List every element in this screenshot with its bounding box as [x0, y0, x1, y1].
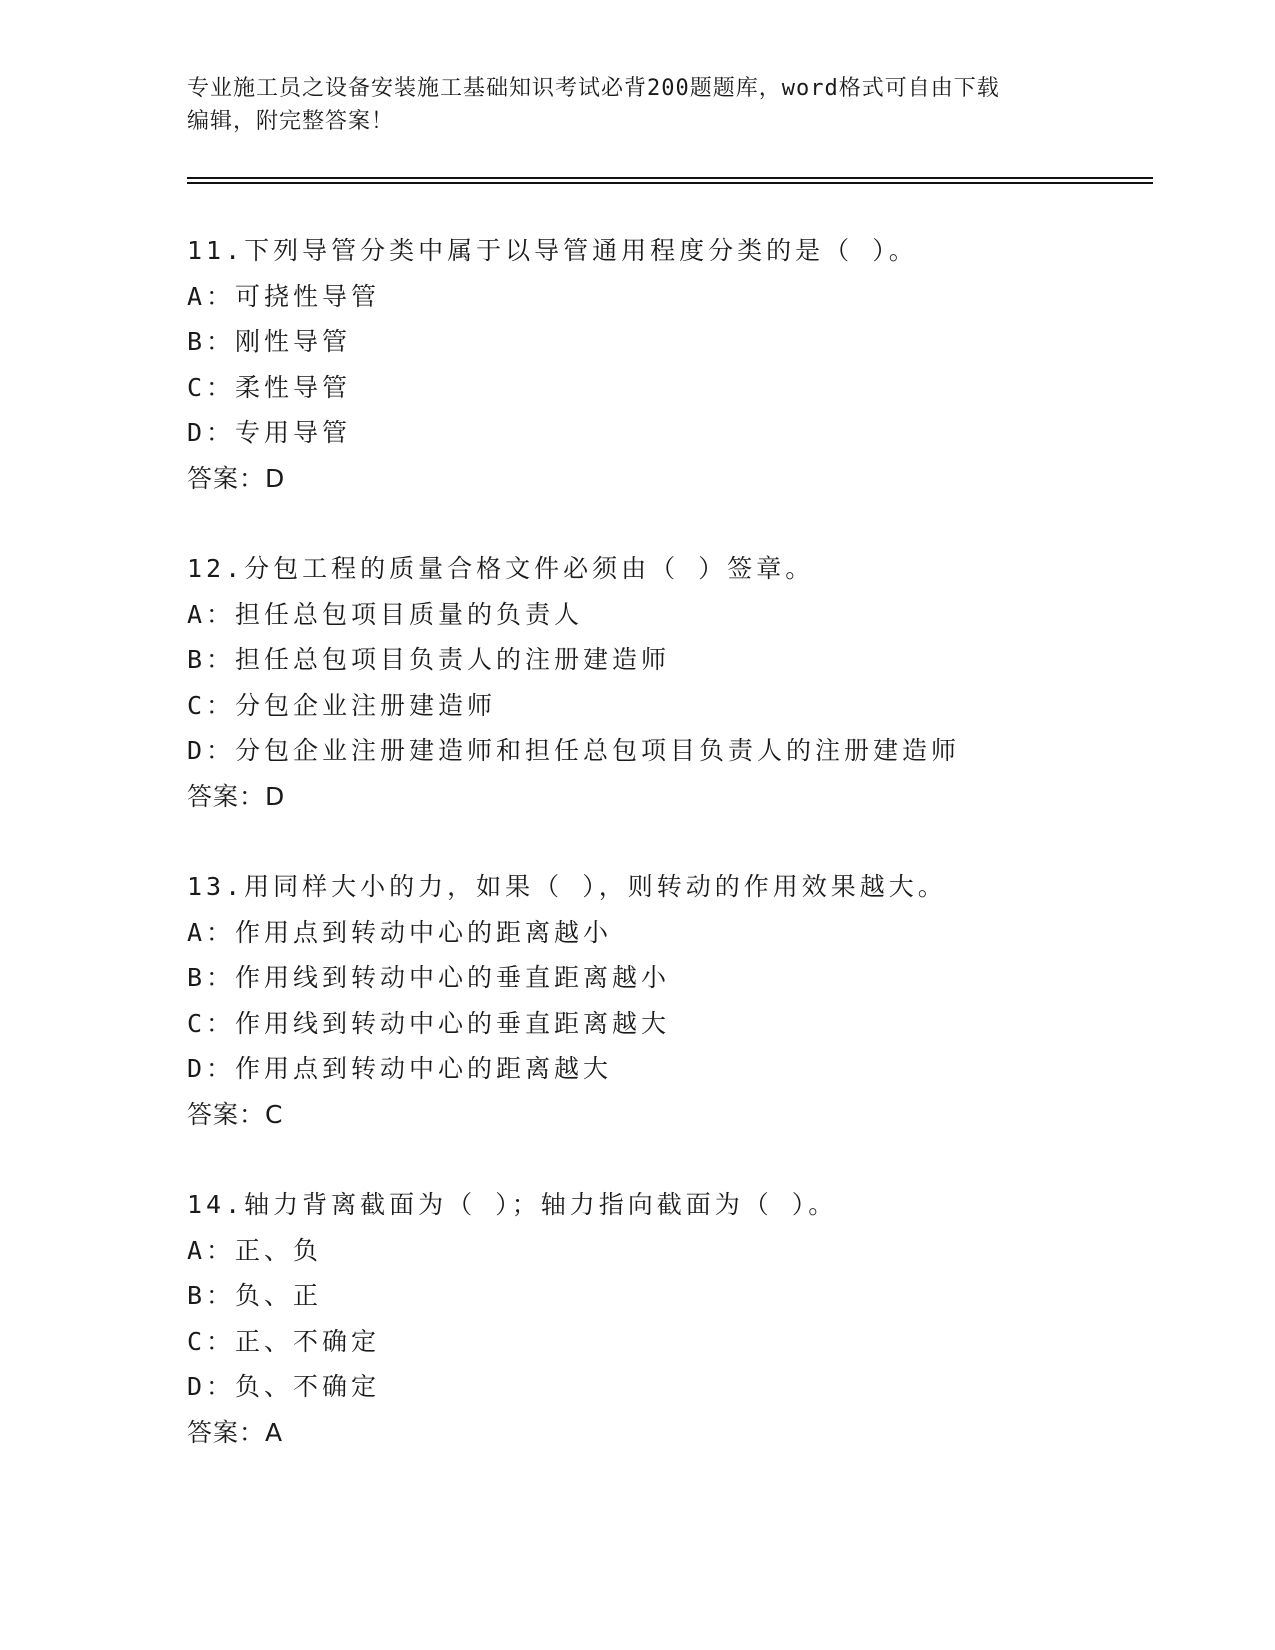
- option-d: D：负、不确定: [187, 1372, 381, 1401]
- option-d: D：作用点到转动中心的距离越大: [187, 1054, 613, 1083]
- question-13: [187, 864, 1167, 1137]
- question-14: [187, 1182, 1167, 1455]
- question-stem: 13.用同样大小的力，如果（ ），则转动的作用效果越大。: [187, 872, 947, 901]
- option-c: C：正、不确定: [187, 1326, 381, 1356]
- question-12: [187, 546, 1167, 819]
- option-c: C：柔性导管: [187, 372, 352, 402]
- option-d: D：专用导管: [187, 418, 352, 447]
- question-stem: 11.下列导管分类中属于以导管通用程度分类的是（ ）。: [187, 236, 918, 265]
- option-a: A：担任总包项目质量的负责人: [187, 599, 584, 629]
- answer-line: 答案：D: [187, 463, 286, 493]
- answer-line: 答案：A: [187, 1417, 284, 1447]
- option-c: C：分包企业注册建造师: [187, 690, 497, 720]
- option-b: B：负、正: [187, 1281, 323, 1310]
- option-c: C：作用线到转动中心的垂直距离越大: [187, 1008, 671, 1038]
- option-b: B：刚性导管: [187, 327, 352, 356]
- question-11: [187, 228, 1167, 501]
- header-line-2: 编辑，附完整答案！: [187, 109, 395, 134]
- option-d: D：分包企业注册建造师和担任总包项目负责人的注册建造师: [187, 736, 961, 765]
- answer-line: 答案：D: [187, 781, 286, 811]
- question-stem: 12.分包工程的质量合格文件必须由（ ）签章。: [187, 554, 815, 583]
- header-divider-top: [187, 177, 1153, 179]
- option-a: A：正、负: [187, 1235, 323, 1265]
- option-a: A：作用点到转动中心的距离越小: [187, 917, 613, 947]
- option-b: B：作用线到转动中心的垂直距离越小: [187, 963, 671, 992]
- answer-line: 答案：C: [187, 1099, 284, 1129]
- option-b: B：担任总包项目负责人的注册建造师: [187, 645, 671, 674]
- question-stem: 14.轴力背离截面为（ ）；轴力指向截面为（ ）。: [187, 1190, 838, 1219]
- header-divider-bottom: [187, 182, 1153, 184]
- document-header: [187, 72, 1087, 138]
- option-a: A：可挠性导管: [187, 281, 381, 311]
- header-line-1: 专业施工员之设备安装施工基础知识考试必背200题题库，word格式可自由下载: [187, 76, 1000, 101]
